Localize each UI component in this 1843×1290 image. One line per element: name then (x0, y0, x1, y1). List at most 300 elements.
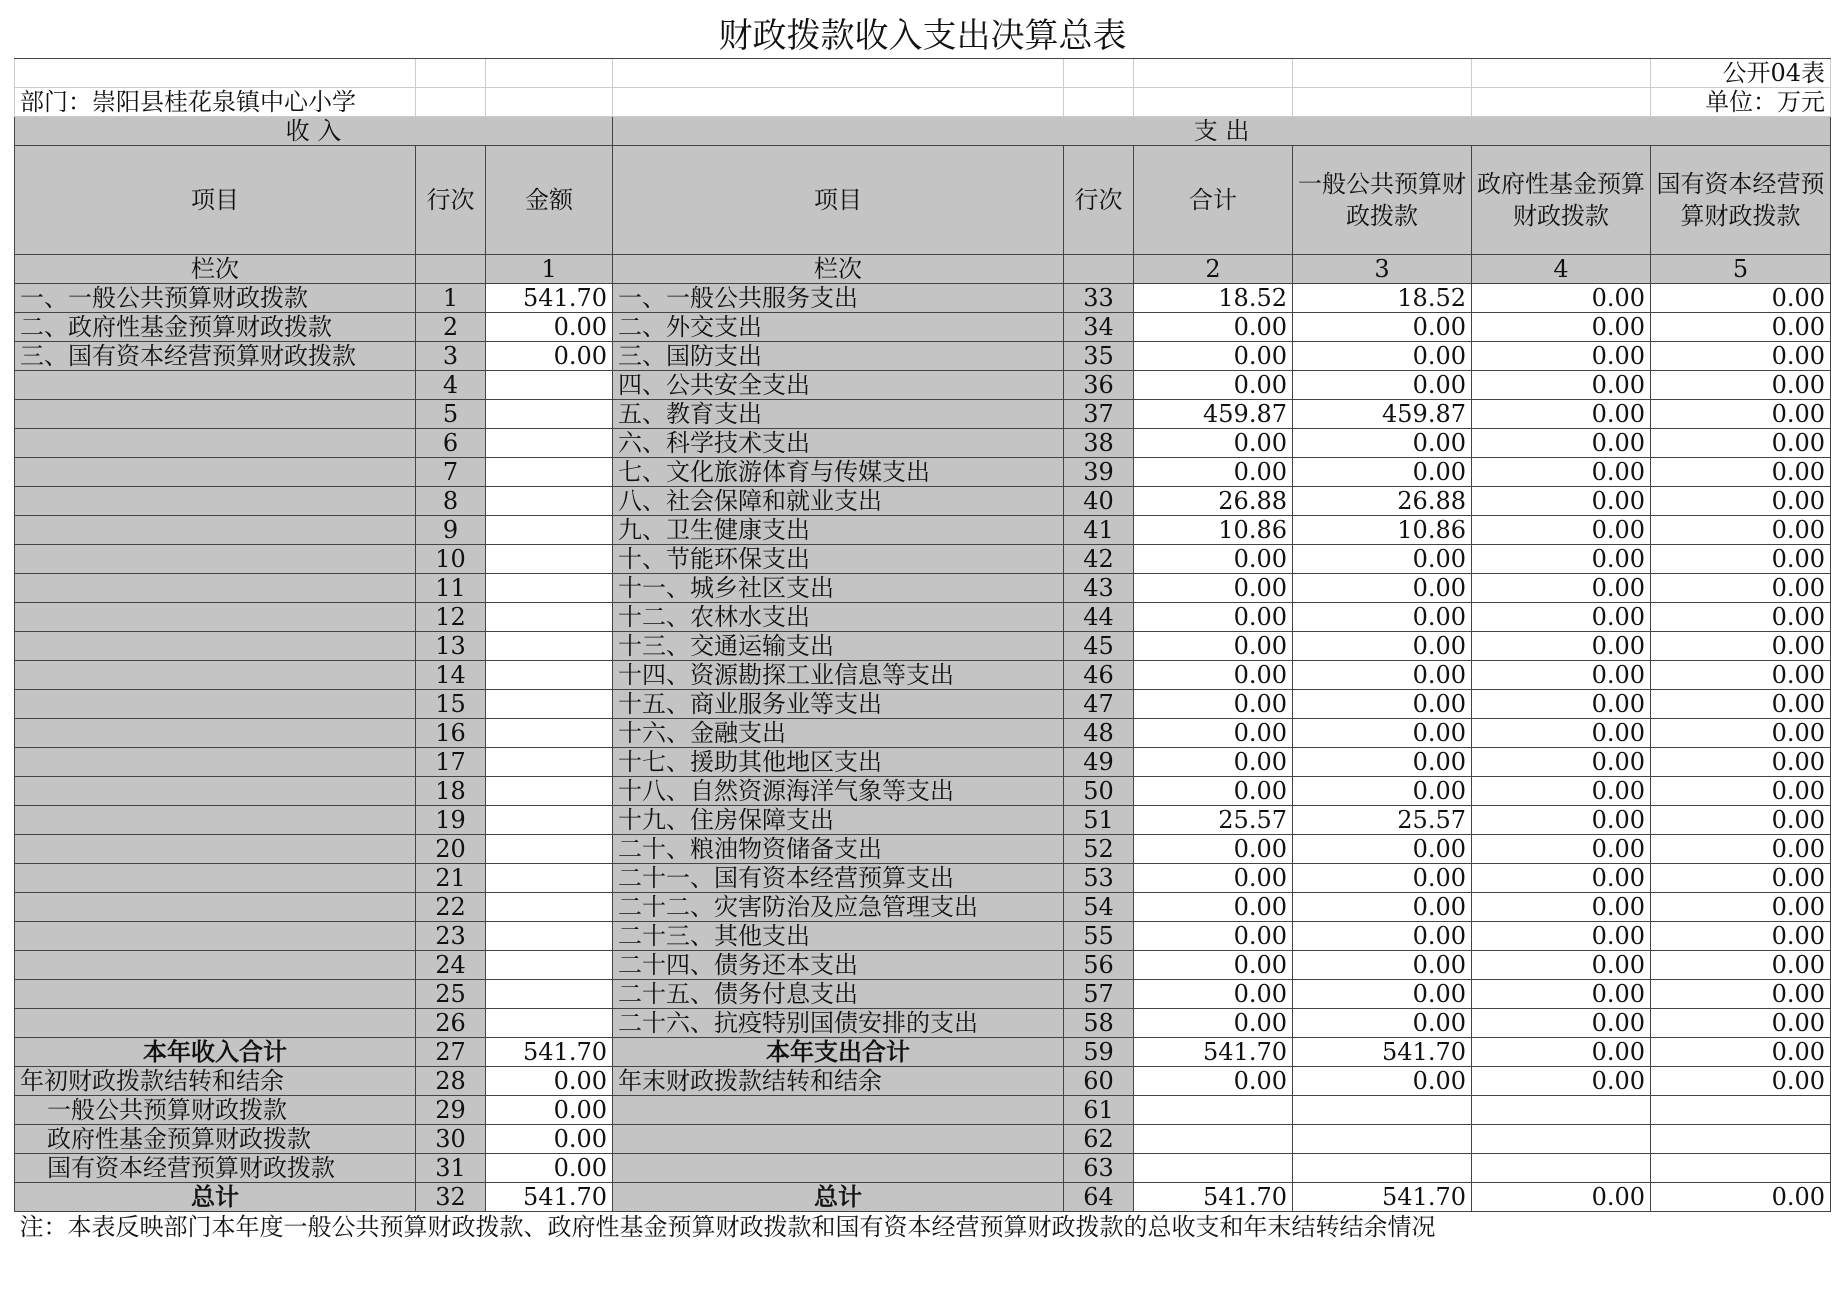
expense-row-no: 39 (1064, 458, 1134, 487)
income-amount (486, 1009, 613, 1038)
expense-item: 总计 (613, 1183, 1064, 1212)
expense-general: 0.00 (1293, 980, 1472, 1009)
income-amount: 0.00 (486, 1154, 613, 1183)
expense-capital: 0.00 (1651, 342, 1831, 371)
income-section-header: 收 入 (15, 117, 613, 146)
expense-general: 0.00 (1293, 313, 1472, 342)
expense-general: 10.86 (1293, 516, 1472, 545)
expense-total (1134, 1096, 1293, 1125)
expense-item: 二十三、其他支出 (613, 922, 1064, 951)
expense-total: 10.86 (1134, 516, 1293, 545)
expense-fund: 0.00 (1472, 1183, 1651, 1212)
income-amount (486, 719, 613, 748)
income-row-no: 3 (416, 342, 486, 371)
expense-item: 七、文化旅游体育与传媒支出 (613, 458, 1064, 487)
expense-total (1134, 1125, 1293, 1154)
income-row-no: 2 (416, 313, 486, 342)
expense-total: 0.00 (1134, 922, 1293, 951)
income-item: 三、国有资本经营预算财政拨款 (15, 342, 416, 371)
table-row (15, 893, 1831, 922)
expense-row-no: 34 (1064, 313, 1134, 342)
expense-total (1134, 1154, 1293, 1183)
expense-row-no: 36 (1064, 371, 1134, 400)
expense-total: 0.00 (1134, 313, 1293, 342)
expense-item: 十八、自然资源海洋气象等支出 (613, 777, 1064, 806)
expense-fund: 0.00 (1472, 661, 1651, 690)
expense-capital: 0.00 (1651, 748, 1831, 777)
expense-general: 0.00 (1293, 690, 1472, 719)
income-item: 总计 (15, 1183, 416, 1212)
expense-capital: 0.00 (1651, 1183, 1831, 1212)
income-amount (486, 893, 613, 922)
expense-fund: 0.00 (1472, 1009, 1651, 1038)
income-amount (486, 487, 613, 516)
income-amount (486, 748, 613, 777)
col-index-label-2: 栏次 (613, 255, 1064, 284)
expense-general: 0.00 (1293, 748, 1472, 777)
income-amount (486, 690, 613, 719)
income-item (15, 458, 416, 487)
expense-fund: 0.00 (1472, 980, 1651, 1009)
expense-item: 一、一般公共服务支出 (613, 284, 1064, 313)
expense-fund: 0.00 (1472, 516, 1651, 545)
table-row (15, 922, 1831, 951)
expense-general: 0.00 (1293, 893, 1472, 922)
expense-capital: 0.00 (1651, 400, 1831, 429)
expense-general (1293, 1125, 1472, 1154)
income-amount: 541.70 (486, 1038, 613, 1067)
expense-row-no: 52 (1064, 835, 1134, 864)
expense-item: 八、社会保障和就业支出 (613, 487, 1064, 516)
expense-total: 541.70 (1134, 1183, 1293, 1212)
income-amount (486, 661, 613, 690)
expense-row-no: 54 (1064, 893, 1134, 922)
income-item: 政府性基金预算财政拨款 (15, 1125, 416, 1154)
income-row-no: 17 (416, 748, 486, 777)
table-row (15, 835, 1831, 864)
table-row (15, 400, 1831, 429)
expense-total: 0.00 (1134, 690, 1293, 719)
expense-capital: 0.00 (1651, 893, 1831, 922)
expense-general: 0.00 (1293, 719, 1472, 748)
table-row (15, 429, 1831, 458)
expense-row-no: 43 (1064, 574, 1134, 603)
income-row-no: 1 (416, 284, 486, 313)
income-item (15, 719, 416, 748)
expense-fund: 0.00 (1472, 603, 1651, 632)
table-row (15, 690, 1831, 719)
expense-fund: 0.00 (1472, 719, 1651, 748)
expense-item: 二十五、债务付息支出 (613, 980, 1064, 1009)
table-row (15, 284, 1831, 313)
col-header-total: 合计 (1134, 146, 1293, 255)
expense-general: 459.87 (1293, 400, 1472, 429)
expense-row-no: 37 (1064, 400, 1134, 429)
expense-total: 0.00 (1134, 458, 1293, 487)
expense-item: 二十二、灾害防治及应急管理支出 (613, 893, 1064, 922)
expense-fund: 0.00 (1472, 458, 1651, 487)
income-amount (486, 400, 613, 429)
income-amount: 541.70 (486, 284, 613, 313)
expense-fund (1472, 1096, 1651, 1125)
expense-item (613, 1096, 1064, 1125)
expense-row-no: 49 (1064, 748, 1134, 777)
income-row-no: 26 (416, 1009, 486, 1038)
expense-total: 18.52 (1134, 284, 1293, 313)
expense-fund: 0.00 (1472, 371, 1651, 400)
income-amount: 0.00 (486, 1125, 613, 1154)
expense-fund: 0.00 (1472, 806, 1651, 835)
expense-capital: 0.00 (1651, 313, 1831, 342)
col-header-row2: 行次 (1064, 146, 1134, 255)
col-index-1: 1 (486, 255, 613, 284)
expense-item (613, 1154, 1064, 1183)
expense-row-no: 35 (1064, 342, 1134, 371)
col-header-general: 一般公共预算财政拨款 (1293, 146, 1472, 255)
income-row-no: 31 (416, 1154, 486, 1183)
page-title: 财政拨款收入支出决算总表 (15, 14, 1831, 59)
expense-item: 十二、农林水支出 (613, 603, 1064, 632)
expense-item: 十四、资源勘探工业信息等支出 (613, 661, 1064, 690)
income-item (15, 748, 416, 777)
expense-general: 0.00 (1293, 632, 1472, 661)
expense-item: 二十一、国有资本经营预算支出 (613, 864, 1064, 893)
expense-capital (1651, 1096, 1831, 1125)
income-item (15, 661, 416, 690)
income-row-no: 11 (416, 574, 486, 603)
expense-general: 0.00 (1293, 951, 1472, 980)
income-amount (486, 371, 613, 400)
income-row-no: 9 (416, 516, 486, 545)
expense-general: 541.70 (1293, 1038, 1472, 1067)
income-item (15, 835, 416, 864)
income-amount (486, 545, 613, 574)
expense-fund: 0.00 (1472, 487, 1651, 516)
table-row (15, 864, 1831, 893)
expense-fund (1472, 1154, 1651, 1183)
expense-total: 459.87 (1134, 400, 1293, 429)
col-header-amount: 金额 (486, 146, 613, 255)
expense-capital: 0.00 (1651, 806, 1831, 835)
expense-capital: 0.00 (1651, 429, 1831, 458)
expense-total: 0.00 (1134, 371, 1293, 400)
expense-fund: 0.00 (1472, 545, 1651, 574)
expense-item: 九、卫生健康支出 (613, 516, 1064, 545)
expense-general: 0.00 (1293, 371, 1472, 400)
expense-item: 十三、交通运输支出 (613, 632, 1064, 661)
expense-row-no: 55 (1064, 922, 1134, 951)
income-item: 一、一般公共预算财政拨款 (15, 284, 416, 313)
income-amount (486, 951, 613, 980)
expense-row-no: 38 (1064, 429, 1134, 458)
income-item (15, 922, 416, 951)
expense-fund: 0.00 (1472, 342, 1651, 371)
expense-general (1293, 1096, 1472, 1125)
expense-capital: 0.00 (1651, 951, 1831, 980)
expense-row-no: 61 (1064, 1096, 1134, 1125)
expense-capital: 0.00 (1651, 661, 1831, 690)
table-row (15, 313, 1831, 342)
expense-item: 五、教育支出 (613, 400, 1064, 429)
table-row (15, 719, 1831, 748)
expense-fund: 0.00 (1472, 429, 1651, 458)
unit-label: 单位：万元 (1651, 88, 1831, 117)
expense-row-no: 62 (1064, 1125, 1134, 1154)
expense-capital: 0.00 (1651, 284, 1831, 313)
expense-fund: 0.00 (1472, 313, 1651, 342)
income-item (15, 632, 416, 661)
income-amount (486, 922, 613, 951)
expense-capital: 0.00 (1651, 516, 1831, 545)
expense-row-no: 64 (1064, 1183, 1134, 1212)
income-row-no: 27 (416, 1038, 486, 1067)
expense-item: 二十六、抗疫特别国债安排的支出 (613, 1009, 1064, 1038)
income-item (15, 951, 416, 980)
expense-general: 0.00 (1293, 922, 1472, 951)
expense-total: 0.00 (1134, 719, 1293, 748)
expense-row-no: 60 (1064, 1067, 1134, 1096)
income-row-no: 20 (416, 835, 486, 864)
expense-item: 年末财政拨款结转和结余 (613, 1067, 1064, 1096)
expense-general: 0.00 (1293, 777, 1472, 806)
income-row-no: 24 (416, 951, 486, 980)
expense-item: 十六、金融支出 (613, 719, 1064, 748)
fiscal-summary-table (14, 14, 1831, 1242)
expense-capital: 0.00 (1651, 603, 1831, 632)
expense-item: 三、国防支出 (613, 342, 1064, 371)
expense-fund: 0.00 (1472, 893, 1651, 922)
expense-row-no: 46 (1064, 661, 1134, 690)
income-row-no: 8 (416, 487, 486, 516)
table-row (15, 1038, 1831, 1067)
col-header-item: 项目 (15, 146, 416, 255)
income-amount (486, 574, 613, 603)
expense-fund: 0.00 (1472, 400, 1651, 429)
col-index-5: 5 (1651, 255, 1831, 284)
income-row-no: 22 (416, 893, 486, 922)
expense-item: 十、节能环保支出 (613, 545, 1064, 574)
table-row (15, 1067, 1831, 1096)
table-row (15, 1125, 1831, 1154)
expense-total: 0.00 (1134, 342, 1293, 371)
expense-item: 十七、援助其他地区支出 (613, 748, 1064, 777)
col-index-4: 4 (1472, 255, 1651, 284)
expense-general: 0.00 (1293, 574, 1472, 603)
expense-fund: 0.00 (1472, 284, 1651, 313)
expense-total: 541.70 (1134, 1038, 1293, 1067)
table-row (15, 951, 1831, 980)
income-item (15, 516, 416, 545)
expense-row-no: 45 (1064, 632, 1134, 661)
income-amount (486, 864, 613, 893)
col-header-fund: 政府性基金预算财政拨款 (1472, 146, 1651, 255)
expense-general: 18.52 (1293, 284, 1472, 313)
expense-row-no: 44 (1064, 603, 1134, 632)
income-item (15, 864, 416, 893)
expense-row-no: 51 (1064, 806, 1134, 835)
expense-general: 0.00 (1293, 545, 1472, 574)
income-item: 二、政府性基金预算财政拨款 (15, 313, 416, 342)
expense-general: 0.00 (1293, 458, 1472, 487)
expense-fund (1472, 1125, 1651, 1154)
expense-row-no: 41 (1064, 516, 1134, 545)
income-amount (486, 806, 613, 835)
income-item (15, 893, 416, 922)
table-row (15, 574, 1831, 603)
income-item: 本年收入合计 (15, 1038, 416, 1067)
expense-capital: 0.00 (1651, 371, 1831, 400)
expense-capital: 0.00 (1651, 458, 1831, 487)
income-amount (486, 458, 613, 487)
table-row (15, 487, 1831, 516)
table-row (15, 1009, 1831, 1038)
footnote: 注：本表反映部门本年度一般公共预算财政拨款、政府性基金预算财政拨款和国有资本经营预算财政拨款的总收支和年末结转结余情况 (19, 1213, 1436, 1241)
expense-item: 四、公共安全支出 (613, 371, 1064, 400)
table-row (15, 1096, 1831, 1125)
expense-total: 0.00 (1134, 545, 1293, 574)
expense-fund: 0.00 (1472, 777, 1651, 806)
income-item (15, 371, 416, 400)
income-row-no: 18 (416, 777, 486, 806)
expense-item: 本年支出合计 (613, 1038, 1064, 1067)
table-row (15, 371, 1831, 400)
expense-fund: 0.00 (1472, 864, 1651, 893)
expense-item (613, 1125, 1064, 1154)
income-amount (486, 980, 613, 1009)
table-row (15, 516, 1831, 545)
income-row-no: 25 (416, 980, 486, 1009)
expense-total: 0.00 (1134, 835, 1293, 864)
income-row-no: 32 (416, 1183, 486, 1212)
income-item: 国有资本经营预算财政拨款 (15, 1154, 416, 1183)
income-amount: 0.00 (486, 1096, 613, 1125)
income-amount (486, 632, 613, 661)
table-row (15, 603, 1831, 632)
col-header-capital: 国有资本经营预算财政拨款 (1651, 146, 1831, 255)
income-row-no: 30 (416, 1125, 486, 1154)
expense-general: 26.88 (1293, 487, 1472, 516)
income-amount (486, 429, 613, 458)
expense-item: 二十、粮油物资储备支出 (613, 835, 1064, 864)
expense-total: 0.00 (1134, 574, 1293, 603)
table-row (15, 342, 1831, 371)
expense-total: 0.00 (1134, 632, 1293, 661)
expense-total: 0.00 (1134, 1067, 1293, 1096)
income-row-no: 7 (416, 458, 486, 487)
expense-row-no: 59 (1064, 1038, 1134, 1067)
expense-row-no: 33 (1064, 284, 1134, 313)
col-index-2: 2 (1134, 255, 1293, 284)
expense-item: 十五、商业服务业等支出 (613, 690, 1064, 719)
table-row (15, 545, 1831, 574)
expense-total: 0.00 (1134, 951, 1293, 980)
expense-total: 0.00 (1134, 1009, 1293, 1038)
income-item (15, 487, 416, 516)
expense-capital: 0.00 (1651, 1038, 1831, 1067)
expense-row-no: 42 (1064, 545, 1134, 574)
expense-capital (1651, 1125, 1831, 1154)
income-item: 年初财政拨款结转和结余 (15, 1067, 416, 1096)
income-item (15, 980, 416, 1009)
income-row-no: 4 (416, 371, 486, 400)
expense-row-no: 47 (1064, 690, 1134, 719)
expense-row-no: 63 (1064, 1154, 1134, 1183)
expense-fund: 0.00 (1472, 1067, 1651, 1096)
income-amount (486, 835, 613, 864)
income-amount: 0.00 (486, 342, 613, 371)
col-header-item2: 项目 (613, 146, 1064, 255)
table-row (15, 1154, 1831, 1183)
expense-fund: 0.00 (1472, 1038, 1651, 1067)
expense-capital: 0.00 (1651, 1009, 1831, 1038)
income-row-no: 14 (416, 661, 486, 690)
expense-total: 0.00 (1134, 777, 1293, 806)
department-label: 部门：崇阳县桂花泉镇中心小学 (15, 88, 416, 117)
expense-capital: 0.00 (1651, 777, 1831, 806)
expense-fund: 0.00 (1472, 748, 1651, 777)
expense-total: 0.00 (1134, 603, 1293, 632)
table-row (15, 980, 1831, 1009)
income-item (15, 545, 416, 574)
expense-general: 0.00 (1293, 342, 1472, 371)
expense-capital: 0.00 (1651, 690, 1831, 719)
income-amount (486, 603, 613, 632)
expense-general: 0.00 (1293, 1009, 1472, 1038)
expense-capital: 0.00 (1651, 835, 1831, 864)
expense-total: 0.00 (1134, 429, 1293, 458)
table-row (15, 748, 1831, 777)
expense-general: 0.00 (1293, 864, 1472, 893)
income-row-no: 12 (416, 603, 486, 632)
income-item (15, 400, 416, 429)
table-row (15, 458, 1831, 487)
expense-total: 0.00 (1134, 661, 1293, 690)
expense-row-no: 50 (1064, 777, 1134, 806)
expense-capital: 0.00 (1651, 1067, 1831, 1096)
income-item (15, 806, 416, 835)
expense-capital: 0.00 (1651, 545, 1831, 574)
col-index-3: 3 (1293, 255, 1472, 284)
income-amount: 0.00 (486, 313, 613, 342)
expense-total: 25.57 (1134, 806, 1293, 835)
expense-general: 25.57 (1293, 806, 1472, 835)
expense-total: 0.00 (1134, 893, 1293, 922)
income-row-no: 15 (416, 690, 486, 719)
expense-fund: 0.00 (1472, 835, 1651, 864)
expense-item: 二、外交支出 (613, 313, 1064, 342)
income-item (15, 574, 416, 603)
expense-capital: 0.00 (1651, 632, 1831, 661)
expense-item: 十九、住房保障支出 (613, 806, 1064, 835)
expense-capital: 0.00 (1651, 719, 1831, 748)
income-amount (486, 516, 613, 545)
income-row-no: 28 (416, 1067, 486, 1096)
table-row (15, 1183, 1831, 1212)
expense-fund: 0.00 (1472, 951, 1651, 980)
income-item (15, 429, 416, 458)
col-index-label: 栏次 (15, 255, 416, 284)
table-row (15, 777, 1831, 806)
expense-capital: 0.00 (1651, 574, 1831, 603)
expense-item: 二十四、债务还本支出 (613, 951, 1064, 980)
expense-total: 0.00 (1134, 980, 1293, 1009)
expense-general: 0.00 (1293, 603, 1472, 632)
expense-fund: 0.00 (1472, 574, 1651, 603)
expense-capital: 0.00 (1651, 922, 1831, 951)
expense-general (1293, 1154, 1472, 1183)
expense-row-no: 56 (1064, 951, 1134, 980)
table-row (15, 632, 1831, 661)
